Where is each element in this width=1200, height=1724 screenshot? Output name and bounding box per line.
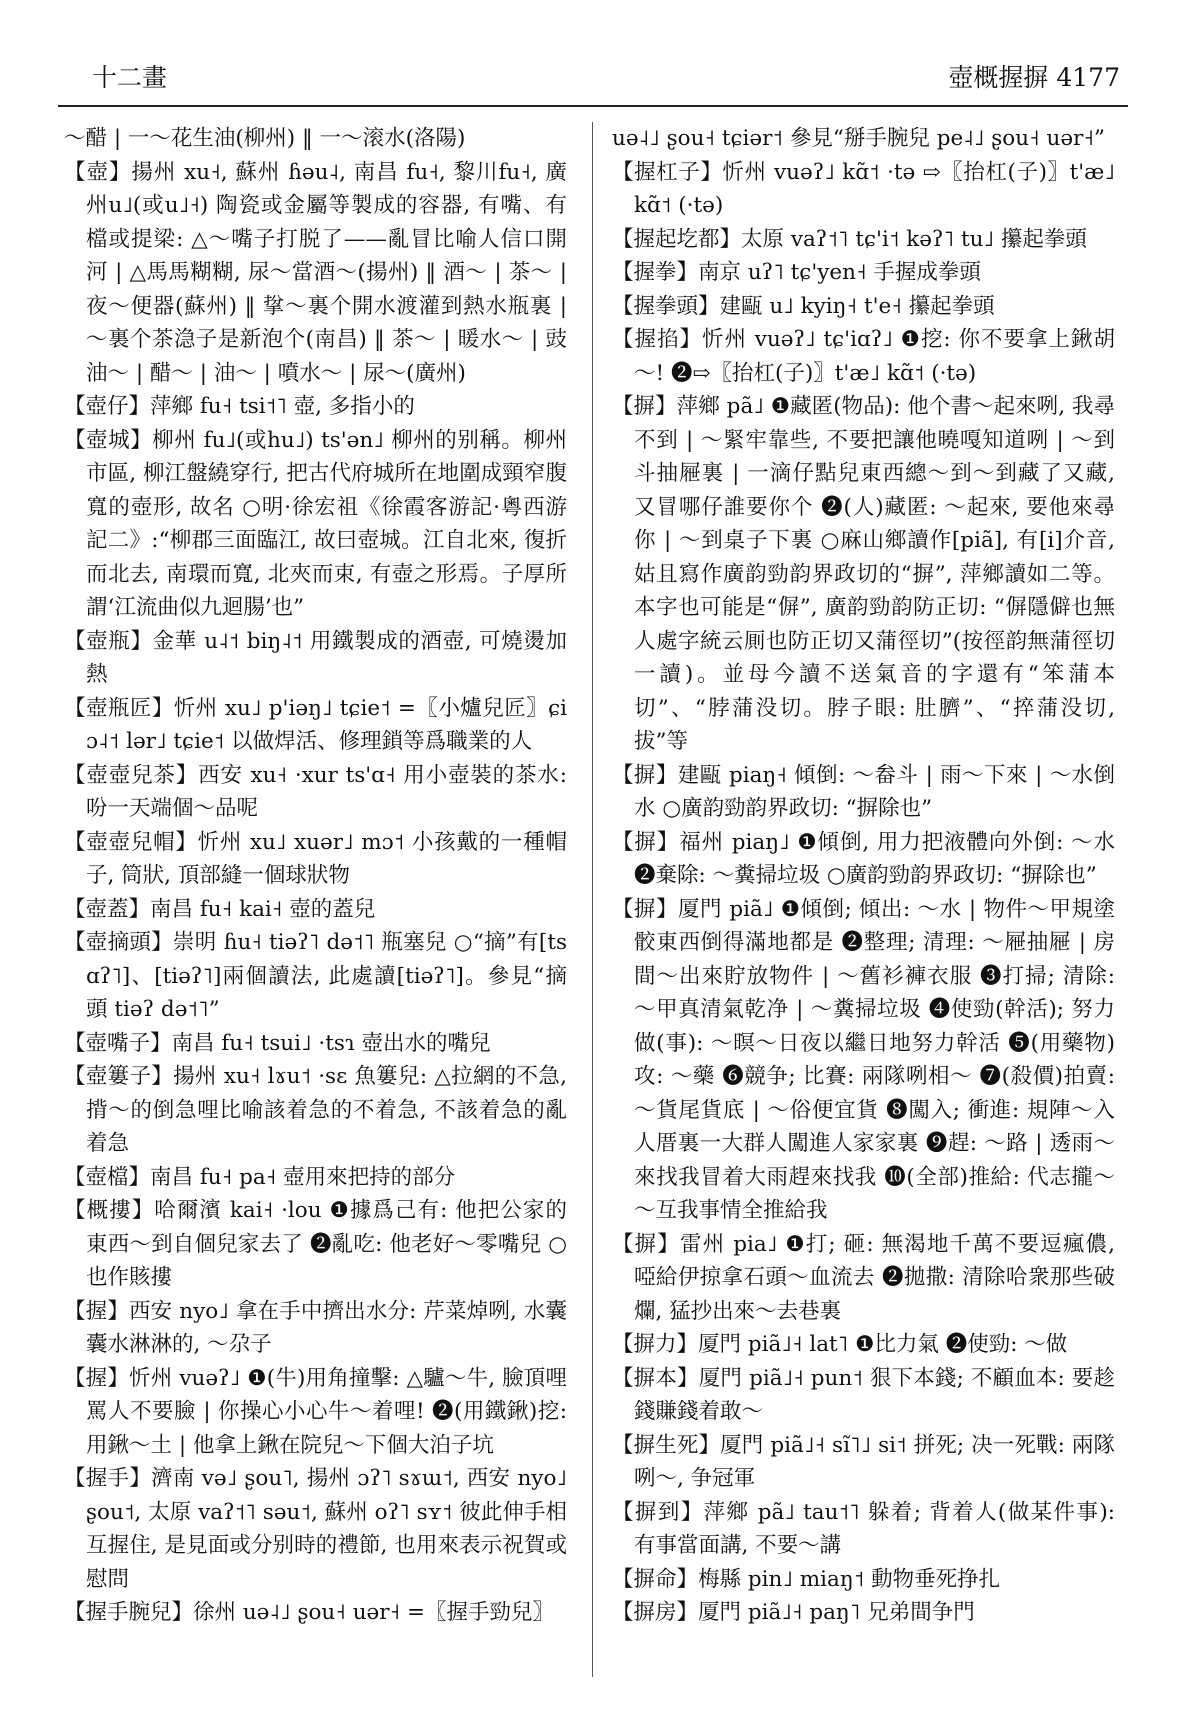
dictionary-entry: 【握手】濟南 və˩ ʂou˥, 揚州 ɔʔ˥ sɤɯ˦, 西安 nyo˩ ʂou˦, 太原 vaʔ˦˥ səu˦, 蘇州 oʔ˥ sʏ˦ 彼此伸手相互握住, 是見面或分别時的禮節, 也用來表示祝賀或慰問 [64,1466,567,1592]
dictionary-entry: 【握拳頭】建甌 u˩ kyiŋ˧ t'e˧ 攥起拳頭 [612,293,995,319]
dictionary-entry: 【握】忻州 vuəʔ˩ ❶(牛)用角撞擊: △驢～牛, 臉頂哩罵人不要臉 | 你操心小心牛～着哩! ❷(用鐵鍬)挖: 用鍬～土 | 他拿上鍬在院兒～下個大泊子坑 [64,1365,567,1458]
dictionary-entry: ～醋 | 一～花生油(柳州) ‖ 一～滚水(洛陽) [64,126,466,151]
dictionary-entry: 【摒命】梅縣 pin˩ miaŋ˦ 動物垂死挣扎 [612,1566,1001,1592]
right-column [612,122,1115,1702]
dictionary-entry: 【壺】揚州 xu˧, 蘇州 ɦəu˨, 南昌 fu˧, 黎川fu˧, 廣州u˩(或u˩˧) 陶瓷或金屬等製成的容器, 有嘴、有檔或提梁: △～嘴子打脱了——亂冒比喻人信口開河 | △馬馬糊糊, 尿～當酒～(揚州) ‖ 酒～ | 茶～ | 夜～便器(蘇州) ‖ 㧳～裏个開水渡灌到熱水瓶裏 | ～裏个茶㴔子是新泡个(南昌) ‖ 茶～ | 暖水～ | 豉油～ | 醋～ | 油～ | 噴水～ | 尿～(廣州) [64,159,567,386]
dictionary-entry: 【壺蓋】南昌 fu˧ kai˧ 壺的蓋兒 [64,896,376,922]
dictionary-entry: 【摒生死】厦門 piã˩˧ sĩ˥˩ si˦ 拼死; 决一死戰: 兩隊咧～, 争冠軍 [612,1432,1115,1491]
dictionary-entry: 【壺嘴子】南昌 fu˧ tsui˩ ·tsɿ 壺出水的嘴兒 [64,1030,491,1056]
page-header [58,60,1128,100]
dictionary-entry: 【握掐】忻州 vuəʔ˩ tɕ'iɑʔ˩ ❶挖: 你不要拿上鍬胡～! ❷⇨〖抬杠(子)〗t'æ˩ kɑ̃˦ (·tə) [612,327,1115,386]
dictionary-entry: 【摒】萍鄉 pã˩ ❶藏匿(物品): 他个書～起來咧, 我尋不到 | ～緊牢靠些, 不要把讓他曉嘎知道咧 | ～到斗抽屜裏 | 一滴仔點兒東西總～到～到藏了又藏, 又冒哪仔誰要你个 ❷(人)藏匿: ～起來, 要他來尋你 | ～到桌子下裏 ○麻山鄉讀作[piã], 有[i]介音, 姑且寫作廣韵勁韵界政切的“摒”, 萍鄉讀如二等。本字也可能是“偋”, 廣韵勁韵防正切: “偋隱僻也無人處字統云厠也防正切又蒲徑切”(按徑韵無蒲徑切一讀)。並母今讀不送氣音的字還有“笨蒲本切”、“脖蒲没切。脖子眼: 肚臍”、“捽蒲没切, 拔”等 [612,394,1115,754]
dictionary-entry: 【壺檔】南昌 fu˧ pa˧ 壺用來把持的部分 [64,1164,456,1190]
dictionary-entry: 【概摟】哈爾濱 kai˧ ·lou ❶據爲己有: 他把公家的東西～到自個兒家去了 ❷亂吃: 他老好～零嘴兒 ○也作賅摟 [64,1198,567,1290]
dictionary-entry: 【摒本】厦門 piã˩˧ pun˦ 狠下本錢; 不顧血本: 要趁錢賺錢着敢～ [612,1365,1115,1424]
dictionary-entry: 【壺城】柳州 fu˩(或hu˩) ts'ən˩ 柳州的别稱。柳州市區, 柳江盤繞穿行, 把古代府城所在地圍成頸窄腹寬的壺形, 故名 ○明·徐宏祖《徐霞客游記·粵西游記二》:“柳郡三面臨江, 故曰壺城。江自北來, 復折而北去, 南環而寬, 北夾而束, 有壺之形焉。子厚所謂‘江流曲似九迴腸’也” [64,427,567,620]
column-divider [592,122,593,1677]
dictionary-entry: 【壺仔】萍鄉 fu˧ tsi˦˥ 壺, 多指小的 [64,394,415,419]
dictionary-entry: 【壺瓶】金華 u˨˦ biŋ˨˦ 用鐵製成的酒壺, 可燒燙加熱 [64,628,567,687]
left-column [64,122,567,1702]
page-headword-and-number: 壺概握摒 4177 [948,63,1120,92]
dictionary-entry: 【壺瓶匠】忻州 xu˩ p'iəŋ˩ tɕie˦ =〖小爐兒匠〗ɕiɔ˨˦ lər˩ tɕie˦ 以做焊活、修理鎖等爲職業的人 [64,695,567,754]
dictionary-entry: 【壺摘頭】崇明 ɦu˧ tiəʔ˥ də˦˥ 瓶塞兒 ○“摘”有[tsɑʔ˥]、[tiəʔ˥]兩個讀法, 此處讀[tiəʔ˥]。參見“摘頭 tiəʔ də˦˥” [64,930,567,1022]
dictionary-entry: 【摒房】厦門 piã˩˧ paŋ˥ 兄弟間争門 [612,1600,975,1625]
dictionary-entry: 【握手腕兒】徐州 uə˨˩ ʂou˧ uər˧ =〖握手勁兒〗 [64,1600,555,1625]
dictionary-entry: 【摒】建甌 piaŋ˧ 傾倒: ～畚斗 | 雨～下來 | ～水倒水 ○廣韵勁韵界政切: “摒除也” [612,762,1115,821]
dictionary-entry: 【壺壺兒帽】忻州 xu˩ xuər˩ mɔ˦ 小孩戴的一種帽子, 筒狀, 頂部縫一個球狀物 [64,829,567,888]
dictionary-entry: 【摒】厦門 piã˩ ❶傾倒; 傾出: ～水 | 物件～甲規塗骹東西倒得滿地都是 ❷整理; 清理: ～屜抽屜 | 房間～出來貯放物件 | ～舊衫褲衣服 ❸打掃; 清除: ～甲真清氣乾净 | ～糞掃垃圾 ❹使勁(幹活); 努力做(事): ～暝～日夜以繼日地努力幹活 ❺(用藥物)攻: ～藥 ❻競争; 比賽: 兩隊咧相～ ❼(殺價)拍賣: ～貨尾貨底 | ～俗便宜貨 ❽闖入; 衝進: 規陣～入人厝裏一大群人闖進人家家裏 ❾趕: ～路 | 透雨～來找我冒着大雨趕來找我 ❿(全部)推給: 代志攏～～互我事情全推給我 [612,896,1115,1223]
dictionary-entry: 【摒】福州 piaŋ˩ ❶傾倒, 用力把液體向外倒: ～水 ❷棄除: ～糞掃垃圾 ○廣韵勁韵界政切: “摒除也” [612,829,1115,888]
dictionary-entry: 【握起圪都】太原 vaʔ˦˥ tɕ'i˦ kəʔ˥ tu˩ 攥起拳頭 [612,226,1087,252]
header-rule [58,105,1128,107]
section-title: 十二畫 [92,63,168,92]
dictionary-entry: 【壺簍子】揚州 xu˧ lɤu˦ ·sɛ 魚簍兒: △拉網的不急, 揹～的倒急哩比喻該着急的不着急, 不該着急的亂着急 [64,1064,567,1156]
dictionary-entry: 【壺壺兒茶】西安 xu˧ ·xur ts'ɑ˧ 用小壺裝的茶水: 吩一天端個～品呢 [64,762,567,821]
dictionary-entry: 【摒到】萍鄉 pã˩ tau˦˥ 躲着; 背着人(做某件事): 有事當面講, 不要～講 [612,1499,1115,1558]
dictionary-entry: 【摒】雷州 pia˩ ❶打; 砸: 無渴地千萬不要逗瘋儂, 啞給伊掠拿石頭～血流去 ❷拋撒: 清除哈衆那些破爛, 猛抄出來～去巷裏 [612,1231,1115,1324]
dictionary-entry: 【握】西安 nyo˩ 拿在手中擠出水分: 芹菜焯咧, 水囊囊水淋淋的, ～尕子 [64,1298,567,1357]
dictionary-entry: 【握拳】南京 uʔ˥ tɕ'yen˧ 手握成拳頭 [612,260,981,285]
dictionary-entry: 【握杠子】忻州 vuəʔ˩ kɑ̃˦ ·tə ⇨〖抬杠(子)〗t'æ˩ kɑ̃˦ (·tə) [612,159,1115,218]
dictionary-entry: 【摒力】厦門 piã˩˧ lat˥ ❶比力氣 ❷使勁: ～做 [612,1332,1068,1357]
dictionary-entry: uə˨˩ ʂou˧ tɕiər˦ 參見“掰手腕兒 pe˨˩ ʂou˧ uər˧” [612,126,1105,151]
